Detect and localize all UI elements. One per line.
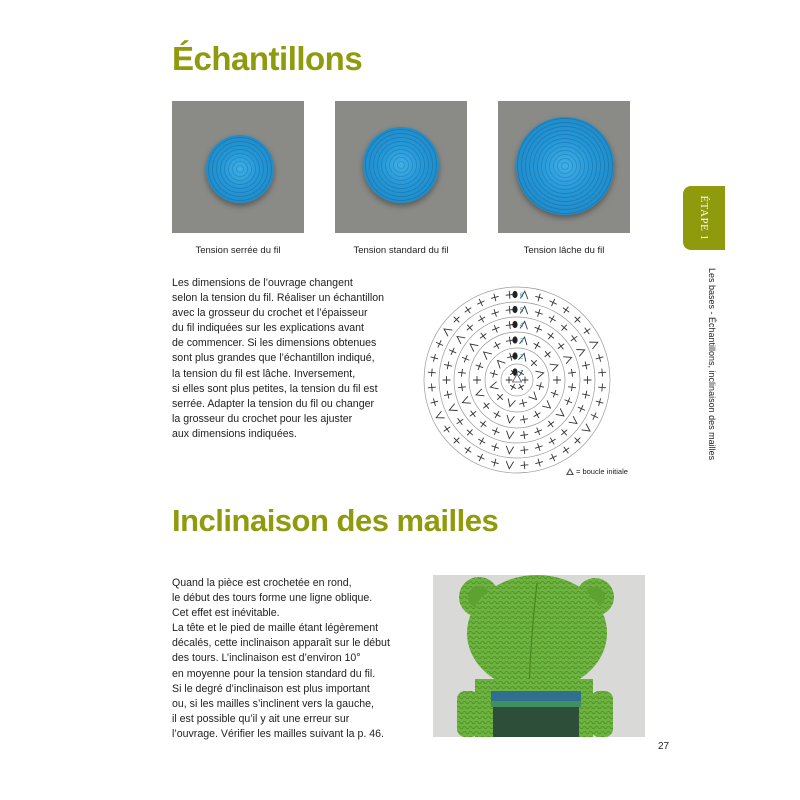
stitch-symbol [476, 453, 486, 463]
stitch-slant-paragraph: Quand la pièce est crochetée en rond, le début des tours forme une ligne oblique. Cet effet est inévitable. La tête et le pied de maille étant légèrement décalés, cette inclinaison apparaît sur le début des tours. L’inclinaison est d’environ 10° en moyenne pour la tension standard du fil. Si le degré d’inclinaison est plus important ou, si les mailles s’inclinent vers la gauche, il est possible qu’il y ait une erreur sur l’ouvrage. Vérifier les mailles suivant la p. 46. [172, 577, 390, 740]
tight-tension-swatch-photo [172, 101, 304, 233]
stitch-symbol [448, 347, 458, 357]
round-number-label: 2 [520, 354, 524, 361]
stitch-symbol [444, 361, 453, 370]
round-number-label: 1 [520, 370, 524, 377]
stitch-symbol [577, 404, 587, 414]
gauge-paragraph: Les dimensions de l’ouvrage changent selon la tension du fil. Réaliser un échantillon avec la grosseur du crochet et l’épaisseur du fil indiquées sur les explications avant de commencer. Si les dimensions obtenues sont plus grandes que l’échantillon indiqué, la tension du fil est lâche. Inversement, si elles sont plus petites, la tension du fil est serrée. Adapter la tension du fil ou changer la grosseur du crochet pour les ajuster aux dimensions indiquées. [172, 277, 385, 440]
stitch-symbol [506, 306, 514, 314]
stitch-symbol [476, 298, 486, 308]
stitch-symbol [490, 458, 499, 467]
stitch-symbol [598, 369, 606, 377]
round-start-marker [512, 368, 524, 376]
stitch-symbol [522, 377, 528, 383]
stitch-symbol [569, 334, 579, 344]
stitch-symbol [451, 314, 461, 324]
running-header-text: Les bases - Échantillons, inclinaison des mailles [707, 268, 717, 461]
stitch-symbol [430, 398, 439, 407]
stitch-symbol [428, 384, 436, 392]
stitch-symbol [435, 411, 445, 421]
stitch-symbol [572, 314, 582, 324]
stitch-symbol [448, 404, 458, 414]
stitch-symbol [595, 353, 604, 362]
stitch-symbol [478, 419, 488, 429]
stitch-symbol [443, 376, 450, 383]
loose-tension-swatch-photo [498, 101, 630, 233]
round-number-label: 3 [520, 338, 524, 345]
stitch-symbol [532, 340, 542, 350]
stitch-symbol [495, 358, 505, 368]
stitch-symbol [468, 409, 478, 419]
round-start-marker [512, 306, 524, 314]
stitch-symbol [532, 410, 542, 420]
stitch-symbol [442, 424, 452, 434]
stitch-symbol [564, 354, 573, 363]
stitch-symbol [519, 399, 528, 408]
stitch-symbol [481, 401, 491, 411]
stitch-symbol [444, 390, 453, 399]
stitch-symbol [463, 445, 473, 455]
stitch-symbol [568, 369, 576, 377]
round-number-label: 4 [520, 322, 524, 329]
stitch-symbol [435, 339, 445, 349]
stitch-symbol [582, 424, 592, 434]
stitch-symbol [428, 369, 436, 377]
stitch-symbol [556, 341, 566, 351]
stitch-symbol [463, 305, 473, 315]
stitch-symbol [520, 415, 528, 423]
stitch-symbol [520, 431, 528, 439]
stitch-symbol [506, 377, 512, 383]
stitch-symbol [477, 436, 487, 446]
stitch-symbol [535, 458, 544, 467]
stitch-symbol [492, 410, 502, 420]
caption-tight-tension: Tension serrée du fil [195, 245, 281, 256]
stitch-symbol [506, 461, 514, 469]
stitch-symbol [536, 369, 545, 378]
round-number-label: 5 [520, 307, 524, 314]
stitch-symbol [468, 341, 478, 351]
stitch-symbol [546, 331, 556, 341]
stitch-symbol [509, 383, 517, 391]
round-start-marker [512, 291, 524, 299]
stitch-symbol [561, 445, 571, 455]
stitch-symbol [568, 383, 576, 391]
stitch-symbol [491, 324, 500, 333]
stitch-symbol [529, 392, 539, 402]
stitch-symbol [564, 397, 573, 406]
section-title-echantillons: Échantillons [172, 40, 363, 77]
stitch-symbol [477, 314, 487, 324]
stitch-symbol [458, 383, 466, 391]
stitch-symbol [595, 398, 604, 407]
stitch-symbol [490, 293, 499, 302]
stitch-symbol [475, 389, 484, 398]
stitch-symbol [569, 416, 579, 426]
stitch-symbol [458, 369, 466, 377]
stitch-symbol [547, 436, 557, 446]
section-title-inclinaison: Inclinaison des mailles [172, 503, 499, 538]
stitch-symbol [520, 446, 528, 454]
chapter-tab [683, 186, 725, 250]
stitch-symbol [489, 369, 498, 378]
stitch-symbol [478, 331, 488, 341]
stitch-symbol [495, 392, 505, 402]
stitch-symbol [543, 401, 553, 411]
stitch-symbol [536, 382, 545, 391]
stitch-symbol [572, 435, 582, 445]
stitch-symbol [534, 443, 543, 452]
stitch-symbol [548, 453, 558, 463]
stitch-symbol [582, 361, 591, 370]
stitch-symbol [547, 314, 557, 324]
stitch-symbol [506, 431, 514, 439]
stitch-symbol [492, 340, 502, 350]
stitch-symbol [506, 399, 515, 408]
stitch-symbol [517, 383, 525, 391]
crochet-round-chart-diagram [417, 280, 617, 480]
stitch-symbol [461, 354, 470, 363]
stitch-symbol [506, 291, 514, 299]
caption-standard-tension: Tension standard du fil [353, 245, 449, 256]
stitch-symbol [561, 305, 571, 315]
stitch-symbol [534, 427, 543, 436]
stitch-symbol [461, 397, 470, 406]
stitch-symbol [582, 390, 591, 399]
stitch-symbol [535, 293, 544, 302]
chapter-tab-label: ÉTAPE 1 [698, 195, 710, 241]
caption-loose-tension: Tension lâche du fil [523, 245, 605, 256]
round-number-label: 6 [520, 292, 524, 299]
stitch-symbol [481, 349, 491, 359]
round-start-marker [512, 352, 524, 360]
stitch-symbol [491, 308, 500, 317]
stitch-symbol [529, 358, 539, 368]
stitch-symbol [534, 324, 543, 333]
stitch-symbol [506, 415, 514, 423]
stitch-symbol [550, 389, 559, 398]
stitch-symbol [556, 409, 566, 419]
diagram-legend [566, 467, 628, 476]
triangle-icon [566, 468, 574, 475]
round-start-marker [512, 321, 524, 329]
stitch-symbol [559, 427, 569, 437]
stitch-symbol [550, 362, 559, 371]
stitch-symbol [465, 427, 475, 437]
stitch-symbol [598, 384, 606, 392]
stitch-symbol [590, 339, 600, 349]
stitch-symbol [590, 411, 600, 421]
stitch-symbol [553, 376, 560, 383]
stitch-symbol [442, 326, 452, 336]
page-number: 27 [658, 741, 670, 752]
stitch-symbol [548, 298, 558, 308]
stitch-symbol [451, 435, 461, 445]
running-header [704, 268, 720, 468]
stitch-symbol [582, 326, 592, 336]
stitch-symbol [455, 334, 465, 344]
standard-tension-swatch-photo [335, 101, 467, 233]
stitch-symbol [534, 308, 543, 317]
stitch-symbol [489, 382, 498, 391]
stitch-symbol [584, 376, 591, 383]
stitch-symbol [543, 349, 553, 359]
stitch-symbol [506, 446, 514, 454]
stitch-symbol [465, 323, 475, 333]
stitch-symbol [521, 461, 529, 469]
stitch-symbol [455, 416, 465, 426]
stitch-symbol [430, 353, 439, 362]
stitch-symbol [559, 323, 569, 333]
stitch-symbol [577, 347, 587, 357]
stitch-symbol [491, 427, 500, 436]
frog-amigurumi-photo [433, 575, 645, 737]
stitch-symbol [546, 419, 556, 429]
stitch-symbol [473, 376, 480, 383]
stitch-symbol [491, 443, 500, 452]
stitch-symbol [475, 362, 484, 371]
legend-text: = boucle initiale [576, 467, 628, 476]
round-start-marker [512, 336, 524, 344]
